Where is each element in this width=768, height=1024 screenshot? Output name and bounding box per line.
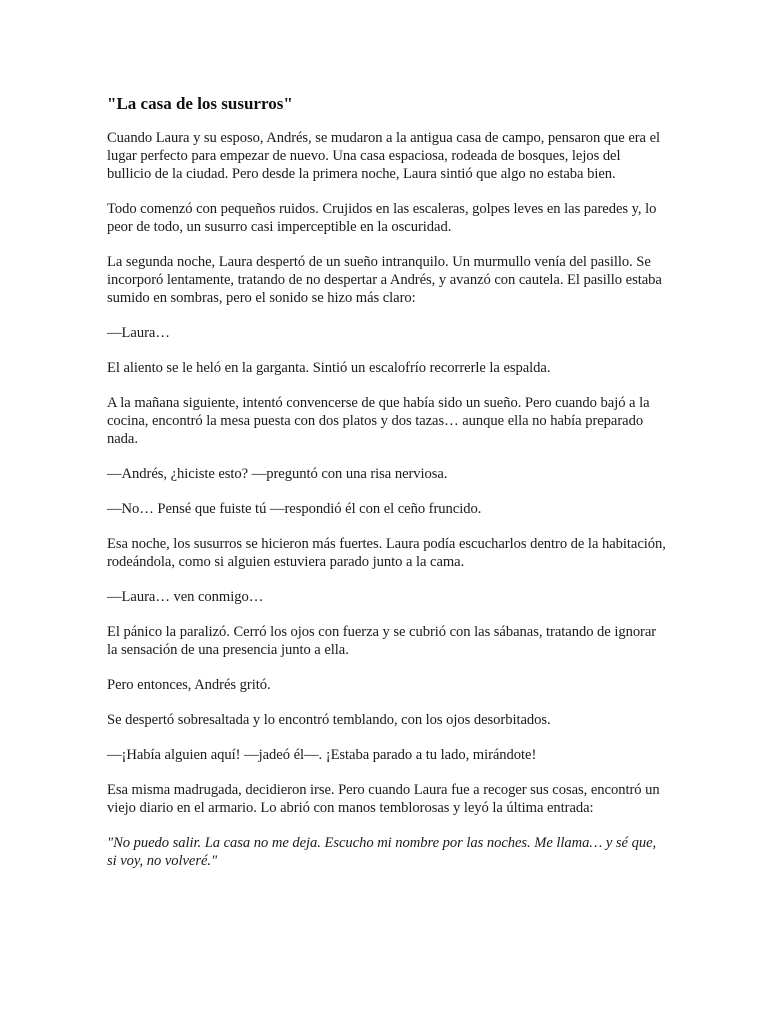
diary-entry-quote: "No puedo salir. La casa no me deja. Escucho mi nombre por las noches. Me llama… y sé que, si voy, no volveré.": [107, 835, 657, 869]
paragraph-9: Esa noche, los susurros se hicieron más fuertes. Laura podía escucharlos dentro de la habitación, rodeándola, como si alguien estuviera parado junto a la cama.: [107, 536, 666, 570]
document-page: [107, 93, 667, 887]
paragraph-10: —Laura… ven conmigo…: [107, 589, 264, 605]
paragraph-15: Esa misma madrugada, decidieron irse. Pero cuando Laura fue a recoger sus cosas, encontró un viejo diario en el armario. Lo abrió con manos temblorosas y leyó la última entrada:: [107, 782, 660, 816]
paragraph-11: El pánico la paralizó. Cerró los ojos con fuerza y se cubrió con las sábanas, tratando de ignorar la sensación de una presencia junto a ella.: [107, 624, 657, 658]
paragraph-2: Todo comenzó con pequeños ruidos. Crujidos en las escaleras, golpes leves en las paredes y, lo peor de todo, un susurro casi imperceptible en la oscuridad.: [107, 201, 657, 235]
paragraph-5: El aliento se le heló en la garganta. Sintió un escalofrío recorrerle la espalda.: [107, 360, 551, 376]
paragraph-14: —¡Había alguien aquí! —jadeó él—. ¡Estaba parado a tu lado, mirándote!: [107, 747, 537, 763]
paragraph-4: —Laura…: [107, 325, 170, 341]
paragraph-13: Se despertó sobresaltada y lo encontró temblando, con los ojos desorbitados.: [107, 712, 551, 728]
paragraph-1: Cuando Laura y su esposo, Andrés, se mudaron a la antigua casa de campo, pensaron que era el lugar perfecto para empezar de nuevo. Una casa espaciosa, rodeada de bosques, lejos del bullicio de la ciudad. Pero desde la primera noche, Laura sintió que algo no estaba bien.: [107, 130, 661, 182]
paragraph-3: La segunda noche, Laura despertó de un sueño intranquilo. Un murmullo venía del pasillo. Se incorporó lentamente, tratando de no despertar a Andrés, y avanzó con cautela. El pasillo estaba sumido en sombras, pero el sonido se hizo más claro:: [107, 254, 662, 306]
document-title: "La casa de los susurros": [107, 94, 293, 113]
paragraph-8: —No… Pensé que fuiste tú —respondió él con el ceño fruncido.: [107, 501, 482, 517]
paragraph-7: —Andrés, ¿hiciste esto? —preguntó con una risa nerviosa.: [107, 466, 448, 482]
paragraph-12: Pero entonces, Andrés gritó.: [107, 677, 271, 693]
paragraph-6: A la mañana siguiente, intentó convencerse de que había sido un sueño. Pero cuando bajó a la cocina, encontró la mesa puesta con dos platos y dos tazas… aunque ella no había preparado nada.: [107, 395, 650, 447]
